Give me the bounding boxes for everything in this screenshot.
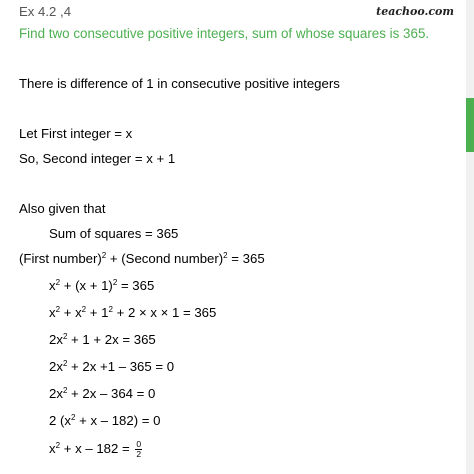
eq-part: + 2x +1 – 365 = 0 xyxy=(67,359,175,374)
eq-part: x xyxy=(49,278,56,293)
exponent: 2 xyxy=(108,305,113,314)
equation-line-6 xyxy=(19,251,265,267)
exponent: 2 xyxy=(70,413,76,422)
equation-line-7 xyxy=(49,278,154,294)
equation-line-13 xyxy=(49,440,142,459)
solution-line-2: Let First integer = x xyxy=(19,126,133,141)
exponent: 2 xyxy=(81,305,87,314)
fraction-numerator: 0 xyxy=(136,439,142,449)
exercise-title: Ex 4.2 ,4 xyxy=(19,4,72,19)
solution-line-4: Also given that xyxy=(19,201,106,216)
exponent: 2 xyxy=(62,386,68,395)
fraction xyxy=(135,440,142,459)
eq-part: 2 (x xyxy=(49,413,71,428)
exponent: 2 xyxy=(55,278,61,287)
scrollbar-track[interactable] xyxy=(466,0,474,474)
eq-part: + 2 × x × 1 = 365 xyxy=(112,305,217,320)
eq-part: + 2x – 364 = 0 xyxy=(67,386,156,401)
fraction-denominator: 2 xyxy=(136,449,142,459)
solution-line-1: There is difference of 1 in consecutive positive integers xyxy=(19,76,340,91)
eq-part: + 1 xyxy=(86,305,109,320)
eq-part: 2x xyxy=(49,386,63,401)
solution-line-5: Sum of squares = 365 xyxy=(49,226,179,241)
exponent: 2 xyxy=(62,332,68,341)
exponent: 2 xyxy=(112,278,118,287)
eq-part: + (x + 1) xyxy=(60,278,113,293)
eq-part: x xyxy=(49,440,56,456)
eq-part: (First number) xyxy=(19,251,102,266)
exponent: 2 xyxy=(55,440,61,450)
eq-part: + x xyxy=(60,305,82,320)
eq-part: + x – 182 = xyxy=(60,440,134,456)
eq-part: = 365 xyxy=(227,251,265,266)
exponent: 2 xyxy=(55,305,61,314)
scrollbar-thumb[interactable] xyxy=(466,98,474,152)
equation-line-10 xyxy=(49,359,174,375)
eq-part: + (Second number) xyxy=(106,251,224,266)
exponent: 2 xyxy=(62,359,68,368)
equation-line-11 xyxy=(49,386,155,402)
equation-line-9 xyxy=(49,332,156,348)
exponent: 2 xyxy=(101,251,107,260)
eq-part: + x – 182) = 0 xyxy=(75,413,161,428)
eq-part: 2x xyxy=(49,332,63,347)
eq-part: 2x xyxy=(49,359,63,374)
exponent: 2 xyxy=(223,251,228,260)
eq-part: x xyxy=(49,305,56,320)
question-text: Find two consecutive positive integers, sum of whose squares is 365. xyxy=(19,26,430,41)
teachoo-logo: teachoo.com xyxy=(376,5,454,18)
eq-part: = 365 xyxy=(117,278,155,293)
solution-line-3: So, Second integer = x + 1 xyxy=(19,151,176,166)
equation-line-12 xyxy=(49,413,160,429)
eq-part: + 1 + 2x = 365 xyxy=(67,332,156,347)
equation-line-8 xyxy=(49,305,216,321)
